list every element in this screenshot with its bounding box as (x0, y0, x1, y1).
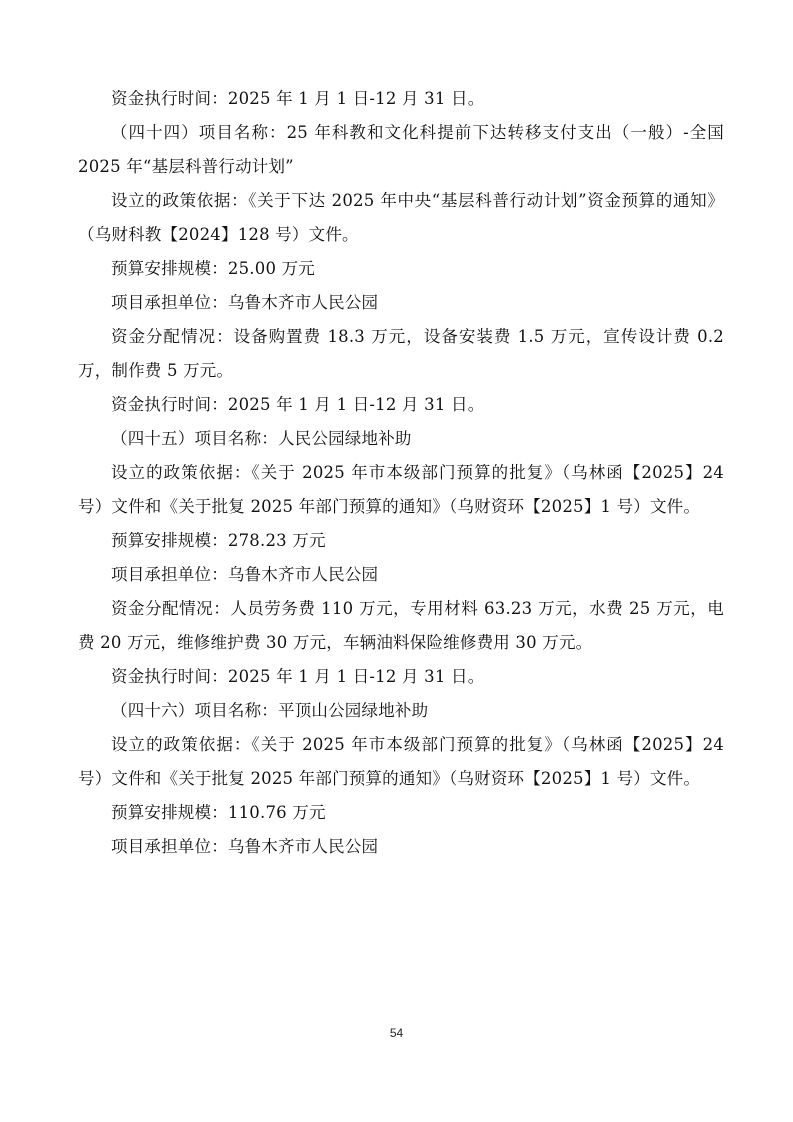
paragraph-project-title-44: （四十四）项目名称：25 年科教和文化科提前下达转移支付支出（一般）-全国 2025 年“基层科普行动计划” (78, 123, 724, 176)
paragraph-budget-scale-45: 预算安排规模：278.23 万元 (111, 531, 326, 550)
paragraph-responsible-unit-45: 项目承担单位：乌鲁木齐市人民公园 (111, 565, 379, 584)
paragraph-policy-basis-46: 设立的政策依据：《关于 2025 年市本级部门预算的批复》（乌林函【2025】24 号）文件和《关于批复 2025 年部门预算的通知》（乌财资环【2025】1 号）文件。 (78, 735, 724, 788)
document-body (78, 82, 724, 864)
paragraph-project-title-46: （四十六）项目名称：平顶山公园绿地补助 (111, 701, 429, 720)
paragraph-execution-time-45: 资金执行时间：2025 年 1 月 1 日-12 月 31 日。 (111, 667, 485, 686)
paragraph-execution-time-44: 资金执行时间：2025 年 1 月 1 日-12 月 31 日。 (111, 395, 485, 414)
paragraph-policy-basis-44: 设立的政策依据：《关于下达 2025 年中央“基层科普行动计划”资金预算的通知》（乌财科教【2024】128 号）文件。 (78, 191, 724, 244)
paragraph-responsible-unit-44: 项目承担单位：乌鲁木齐市人民公园 (111, 293, 379, 312)
paragraph-responsible-unit-46: 项目承担单位：乌鲁木齐市人民公园 (111, 837, 379, 856)
page-number: 54 (389, 1026, 404, 1040)
paragraph-fund-allocation-45: 资金分配情况：人员劳务费 110 万元，专用材料 63.23 万元，水费 25 万元，电费 20 万元，维修维护费 30 万元，车辆油料保险维修费用 30 万元。 (78, 599, 724, 652)
paragraph-budget-scale-44: 预算安排规模：25.00 万元 (111, 259, 315, 278)
paragraph-project-title-45: （四十五）项目名称：人民公园绿地补助 (111, 429, 412, 448)
paragraph-policy-basis-45: 设立的政策依据：《关于 2025 年市本级部门预算的批复》（乌林函【2025】24 号）文件和《关于批复 2025 年部门预算的通知》（乌财资环【2025】1 号）文件。 (78, 463, 724, 516)
paragraph-fund-allocation-44: 资金分配情况：设备购置费 18.3 万元，设备安装费 1.5 万元，宣传设计费 0.2 万，制作费 5 万元。 (78, 327, 724, 380)
paragraph-execution-time-43: 资金执行时间：2025 年 1 月 1 日-12 月 31 日。 (111, 89, 485, 108)
paragraph-budget-scale-46: 预算安排规模：110.76 万元 (111, 803, 326, 822)
